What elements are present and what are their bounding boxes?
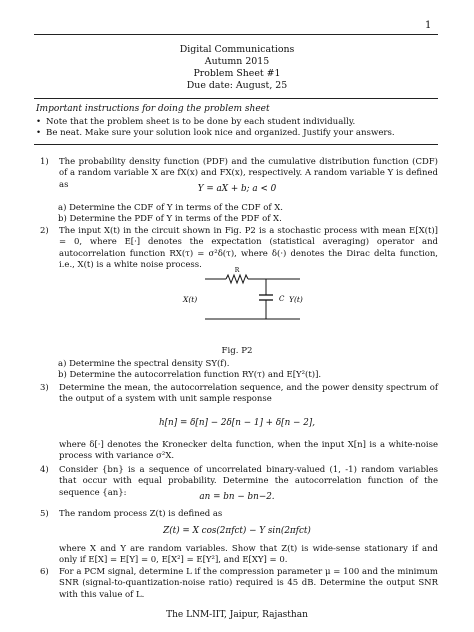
instructions-top-rule (34, 98, 438, 99)
output-label: Y(t) (289, 295, 303, 304)
sheet-title: Problem Sheet #1 (193, 68, 281, 79)
question-5-continued (40, 544, 438, 567)
figure-caption: Fig. P2 (221, 346, 253, 356)
question-text: Determine the mean, the autocorrelation sequence, and the power density spectrum of the output of a system with unit sample response (59, 383, 438, 405)
capacitor-label: C (279, 295, 285, 303)
footer: The LNM-IIT, Jaipur, Rajasthan (166, 610, 308, 620)
instruction-item: • Note that the problem sheet is to be done by each student individually. (36, 117, 395, 128)
resistor (226, 275, 248, 283)
question-text: For a PCM signal, determine L if the compression parameter μ = 100 and the minimum SNR (signal-to-quantization-noise ratio) required is 45 dB. Determine the output SNR with this value of L. (59, 567, 438, 600)
part-b: b) Determine the autocorrelation function RY(τ) and E[Y²(t)]. (58, 370, 322, 381)
instructions-title: Important instructions for doing the problem sheet (36, 104, 270, 114)
instruction-item: • Be neat. Make sure your solution look nice and organized. Justify your answers. (36, 128, 395, 139)
top-rule (34, 34, 438, 35)
question-text: The probability density function (PDF) and the cumulative distribution function (CDF) of a random variable X are fX(x) and FX(x), respectively. A random variable Y is defined as (59, 157, 438, 190)
question-1-parts (58, 203, 438, 226)
term: Autumn 2015 (204, 56, 270, 67)
question-text: where X and Y are random variables. Show that Z(t) is wide-sense stationary if and only if E[X] = E[Y] = 0, E[X²] = E[Y²], and E[XY] = 0. (59, 544, 438, 566)
question-text: The random process Z(t) is defined as (59, 509, 223, 519)
equation-q1: Y = aX + b; a < 0 (197, 184, 277, 194)
question-number: 1) (40, 157, 49, 167)
question-5 (40, 509, 438, 520)
part-a: a) Determine the spectral density SY(f). (58, 359, 230, 369)
resistor-label: R (234, 267, 240, 274)
equation-q3: h[n] = δ[n] − 2δ[n − 1] + δ[n − 2], (158, 418, 316, 428)
sheet-header (0, 44, 474, 92)
question-2-parts (58, 359, 438, 382)
due-date: Due date: August, 25 (186, 80, 288, 91)
question-number: 2) (40, 226, 49, 236)
instructions-list (36, 117, 395, 139)
instructions-bottom-rule (34, 144, 438, 145)
question-3 (40, 383, 438, 406)
input-label: X(t) (183, 295, 198, 304)
question-number: 5) (40, 509, 49, 519)
part-b: b) Determine the PDF of Y in terms of the PDF of X. (58, 214, 282, 225)
question-text: Consider {bn} is a sequence of uncorrelated binary-valued (1, -1) random variables that occur with equal probability. Determine the autocorrelation function of the sequence {an}: (59, 465, 438, 498)
rc-circuit-diagram (0, 265, 474, 335)
question-text: where δ[·] denotes the Kronecker delta function, when the input X[n] is a white-noise process with variance σ²X. (59, 440, 438, 462)
question-text: The input X(t) in the circuit shown in Fig. P2 is a stochastic process with mean E[X(t)] = 0, where E[·] denotes the expectation (statistical averaging) operator and autocorrelation function RX(τ) = σ²δ(τ), where δ(·) denotes the Dirac delta function, i.e., X(t) is a white noise process. (59, 226, 438, 271)
question-number: 3) (40, 383, 49, 393)
equation-q4: an = bn − bn−2. (199, 492, 275, 502)
equation-q5: Z(t) = X cos(2πfct) − Y sin(2πfct) (163, 526, 311, 536)
question-number: 4) (40, 465, 49, 475)
course-title: Digital Communications (179, 44, 295, 55)
question-number: 6) (40, 567, 49, 577)
page-number: 1 (425, 20, 432, 31)
question-6 (40, 567, 438, 601)
part-a: a) Determine the CDF of Y in terms of the CDF of X. (58, 203, 283, 213)
question-3-continued (40, 440, 438, 463)
